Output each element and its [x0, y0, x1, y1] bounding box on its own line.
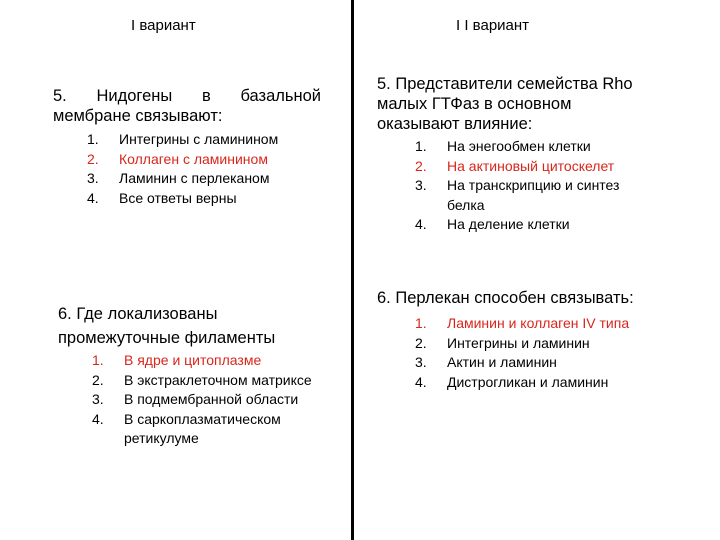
answer-option: 3. Ламинин с перлеканом: [87, 170, 270, 186]
answer-list: [92, 351, 322, 449]
answer-list: [87, 130, 321, 208]
answer-option: 3. В подмембранной области: [92, 391, 299, 407]
answer-list: [415, 137, 655, 235]
v1-question-5: [53, 86, 321, 208]
answer-option: 4. В саркоплазматическом ретикулуме: [92, 410, 281, 446]
question-stem: 6. Где локализованы: [58, 305, 218, 323]
answer-option: 2. Интегрины и ламинин: [415, 334, 590, 351]
answer-option: 3. На транскрипцию и синтез белка: [415, 177, 620, 213]
v2-question-5: [377, 74, 677, 235]
question-stem: 5. Представители семейства Rho: [377, 75, 633, 93]
answer-list: [415, 314, 677, 392]
question-stem: 5. Нидогены в базальной: [53, 87, 321, 105]
answer-option: 4. Дистрогликан и ламинин: [415, 373, 609, 390]
question-stem: промежуточные филаменты: [58, 329, 276, 347]
answer-option: 4. На деление клетки: [415, 216, 570, 232]
answer-option-correct: 2. Коллаген с ламинином: [87, 150, 268, 167]
variant-1-title: I вариант: [131, 17, 196, 34]
answer-option-correct: 1. В ядре и цитоплазме: [92, 352, 262, 368]
answer-option: 3. Актин и ламинин: [415, 354, 557, 370]
v1-question-6: [58, 304, 348, 449]
answer-option: 1. На энегообмен клетки: [415, 138, 591, 154]
v2-question-6: [377, 288, 677, 392]
question-stem: малых ГТФаз в основном: [377, 95, 572, 113]
column-divider: [351, 0, 354, 540]
answer-option: 4. Все ответы верны: [87, 189, 237, 206]
answer-option: 2. В экстраклеточном матриксе: [92, 371, 312, 388]
question-stem: 6. Перлекан способен связывать:: [377, 289, 634, 307]
question-stem: оказывают влияние:: [377, 115, 533, 133]
question-stem: мембране связывают:: [53, 107, 223, 125]
variant-2-title: I I вариант: [456, 17, 530, 34]
answer-option: 1. Интегрины с ламинином: [87, 131, 279, 147]
answer-option-correct: 1. Ламинин и коллаген IV типа: [415, 315, 630, 331]
answer-option-correct: 2. На актиновый цитоскелет: [415, 157, 615, 174]
